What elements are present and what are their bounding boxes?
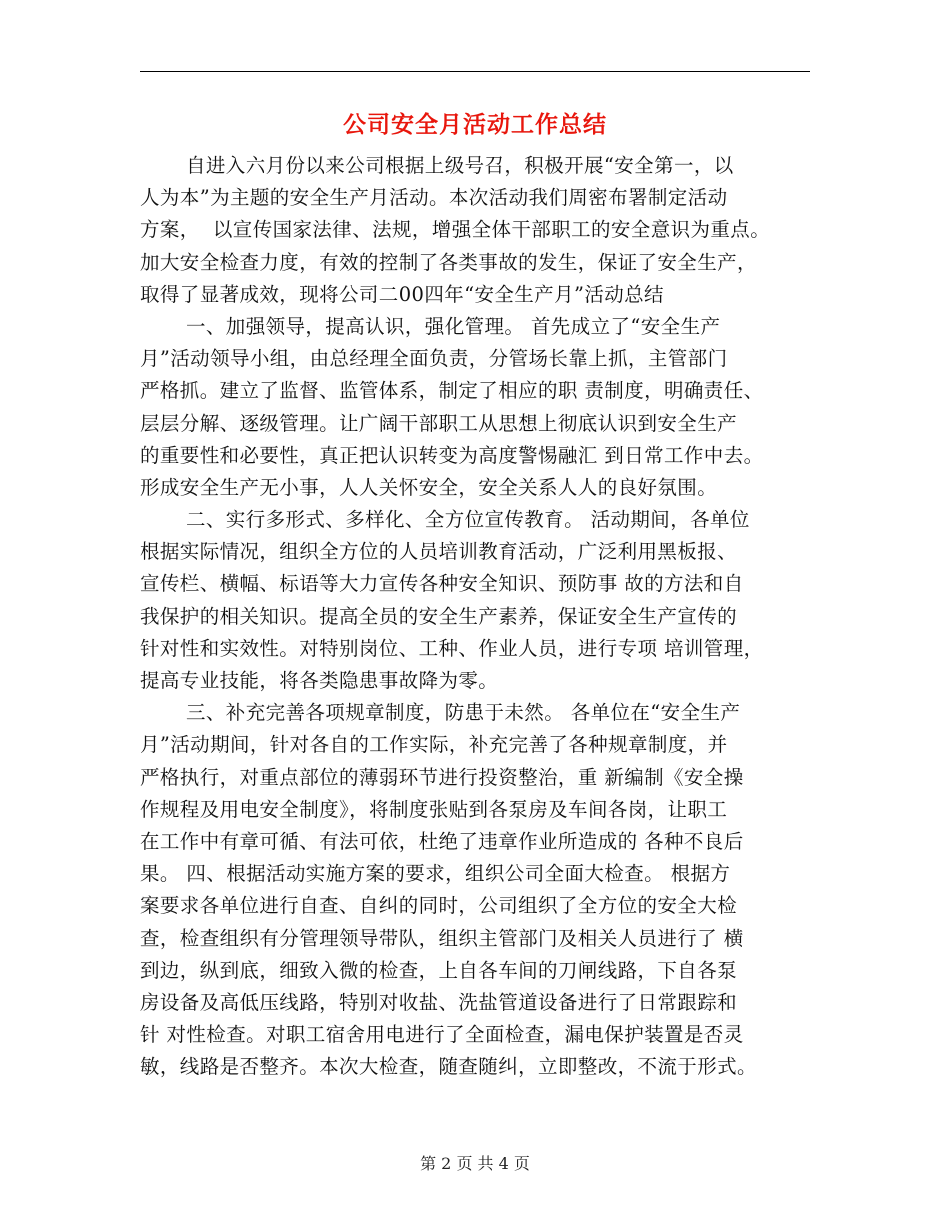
page-number-footer: 第 2 页 共 4 页: [420, 1154, 530, 1173]
body-line: 到边，纵到底，细致入微的检查，上自各车间的刀闸线路，下自各泵: [140, 958, 738, 982]
body-line: 果。 四、根据活动实施方案的要求，组织公司全面大检查。 根据方: [140, 862, 731, 886]
body-line: 的重要性和必要性，真正把认识转变为高度警惕融汇 到日常工作中去。: [140, 443, 764, 467]
body-line: 宣传栏、横幅、标语等大力宣传各种安全知识、预防事 故的方法和自: [140, 572, 744, 596]
header-rule: [140, 71, 810, 72]
body-line: 针 对性检查。对职工宿舍用电进行了全面检查，漏电保护装置是否灵: [140, 1023, 744, 1047]
body-line: 严格执行，对重点部位的薄弱环节进行投资整治，重 新编制《安全操: [140, 765, 744, 789]
body-line: 敏，线路是否整齐。本次大检查，随查随纠，立即整改，不流于形式。: [140, 1055, 757, 1079]
body-line: 三、补充完善各项规章制度，防患于未然。 各单位在“安全生产: [186, 701, 741, 725]
body-line: 层层分解、逐级管理。让广阔干部职工从思想上彻底认识到安全生产: [140, 411, 738, 435]
body-line: 一、加强领导，提高认识，强化管理。 首先成立了“安全生产: [186, 314, 721, 338]
body-line: 查，检查组织有分管理领导带队，组织主管部门及相关人员进行了 横: [140, 926, 744, 950]
body-line: 严格抓。建立了监督、监管体系，制定了相应的职 责制度，明确责任、: [140, 379, 764, 403]
document-body: [140, 150, 820, 1083]
body-line: 在工作中有章可循、有法可依，杜绝了违章作业所造成的 各种不良后: [140, 829, 744, 853]
body-line: 提高专业技能，将各类隐患事故降为零。: [140, 669, 499, 692]
body-line: 取得了显著成效，现将公司二00四年“安全生产月”活动总结: [140, 282, 664, 306]
body-line: 我保护的相关知识。提高全员的安全生产素养，保证安全生产宣传的: [140, 604, 738, 628]
body-line: 自进入六月份以来公司根据上级号召，积极开展“安全第一，以: [186, 154, 734, 177]
body-line: 人为本”为主题的安全生产月活动。本次活动我们周密布署制定活动: [140, 186, 728, 210]
body-line: 月”活动领导小组，由总经理全面负责，分管场长靠上抓，主管部门: [140, 347, 728, 371]
body-line: 房设备及高低压线路，特别对收盐、洗盐管道设备进行了日常跟踪和: [140, 990, 738, 1014]
body-line: 案要求各单位进行自查、自纠的同时，公司组织了全方位的安全大检: [140, 894, 738, 918]
body-line: 加大安全检查力度，有效的控制了各类事故的发生，保证了安全生产，: [140, 250, 757, 274]
body-line: 方案， 以宣传国家法律、法规，增强全体干部职工的安全意识为重点。: [140, 218, 771, 242]
body-line: 月”活动期间，针对各自的工作实际，补充完善了各种规章制度，并: [140, 733, 728, 757]
body-line: 二、实行多形式、多样化、全方位宣传教育。 活动期间，各单位: [186, 508, 750, 532]
body-line: 作规程及用电安全制度》，将制度张贴到各泵房及车间各岗，让职工: [140, 797, 728, 821]
body-line: 针对性和实效性。对特别岗位、工种、作业人员，进行专项 培训管理，: [140, 636, 764, 660]
body-line: 形成安全生产无小事，人人关怀安全，安全关系人人的良好氛围。: [140, 475, 718, 499]
document-title: 公司安全月活动工作总结: [343, 112, 607, 138]
body-line: 根据实际情况，组织全方位的人员培训教育活动，广泛利用黑板报、: [140, 540, 738, 564]
